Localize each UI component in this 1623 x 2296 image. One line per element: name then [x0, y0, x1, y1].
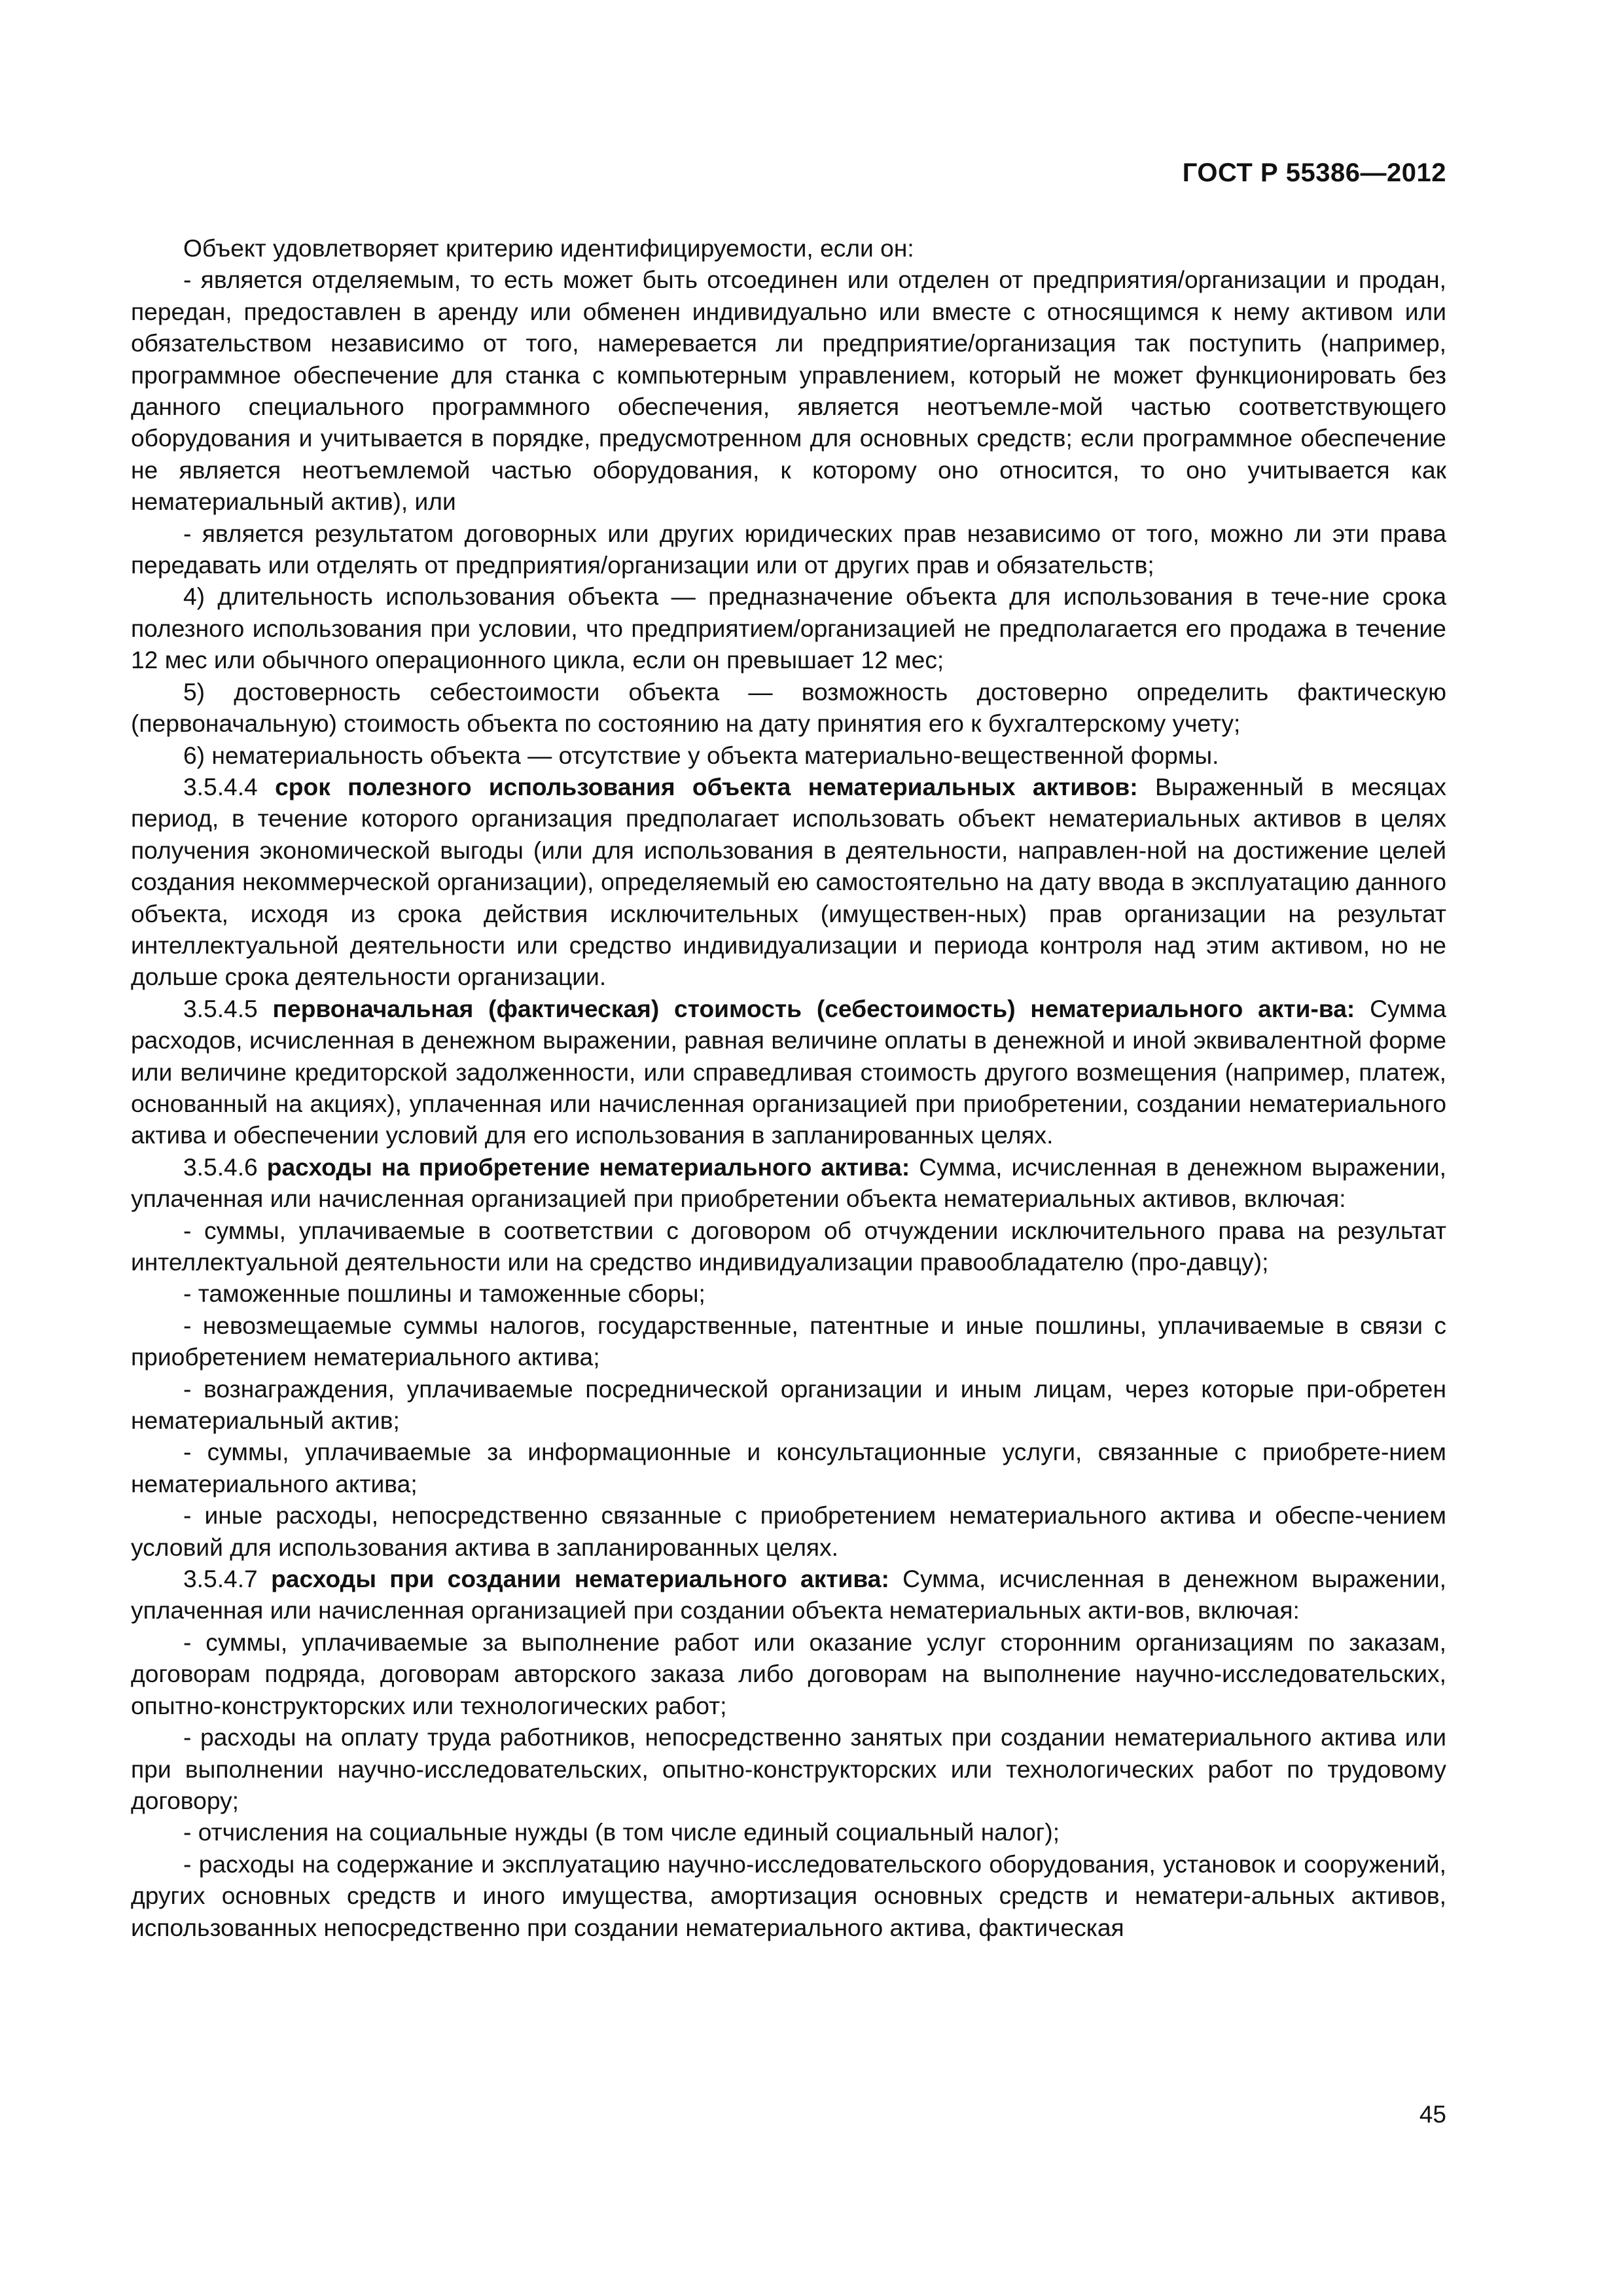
- paragraph-text: - расходы на оплату труда работников, непосредственно занятых при создании нематериального актива или при выполнении научно-исследовательских, опытно-конструкторских или технологических работ по трудовому договору;: [131, 1723, 1446, 1814]
- term-text: Сумма расходов, исчисленная в денежном выражении, равная величине оплаты в денежной и иной эквивалентной форме или величине кредиторской задолженности, или справедливая стоимость другого возмещения (например, платеж, основанный на акциях), уплаченная или начисленная организацией при приобретении, создании нематериального актива и обеспечении условий для его использования в запланированных целях.: [131, 994, 1446, 1149]
- paragraph-text: - является отделяемым, то есть может быть отсоединен или отделен от предприятия/организации и продан, передан, предоставлен в аренду или обменен индивидуально или вместе с относящимся к нему активом или обязательством независимо от того, намеревается ли предприятие/организация так поступить (например, программное обеспечение для станка с компьютерным управлением, который не может функционировать без данного специального программного обеспечения, является неотъемле-мой частью соответствующего оборудования и учитывается в порядке, предусмотренном для основных средств; если программное обеспечение не является неотъемлемой частью оборудования, к которому оно относится, то оно учитывается как нематериальный актив), или: [131, 266, 1446, 516]
- paragraph-text: Объект удовлетворяет критерию идентифицируемости, если он:: [183, 234, 914, 262]
- paragraph-text: 4) длительность использования объекта — предназначение объекта для использования в тече-ние срока полезного использования при условии, что предприятием/организацией не предполагается его продажа в течение 12 мес или обычного операционного цикла, если он превышает 12 мес;: [131, 583, 1446, 674]
- term-number: 3.5.4.7: [183, 1565, 258, 1593]
- list-item: [131, 264, 1446, 517]
- paragraph: [131, 232, 1446, 264]
- term-definition-3-5-4-5: [131, 993, 1446, 1151]
- term-text: Сумма, исчисленная в денежном выражении, уплаченная или начисленная организацией при приобретении объекта нематериальных активов, включая:: [131, 1153, 1446, 1213]
- document-code-header: ГОСТ Р 55386—2012: [1182, 158, 1446, 187]
- list-item: [131, 1436, 1446, 1499]
- list-item: [131, 1848, 1446, 1943]
- paragraph-text: - иные расходы, непосредственно связанные с приобретением нематериального актива и обеспе-чением условий для использования актива в запланированных целях.: [131, 1501, 1446, 1561]
- paragraph-text: - расходы на содержание и эксплуатацию научно-исследовательского оборудования, установок и сооружений, других основных средств и иного имущества, амортизация основных средств и нематери-альных активов, использованных непосредственно при создании нематериального актива, фактическая: [131, 1850, 1446, 1941]
- term-text: Выраженный в месяцах период, в течение которого организация предполагает использовать объект нематериальных активов в целях получения экономической выгоды (или для использования в деятельности, направлен-ной на достижение целей создания некоммерческой организации), определяемый ею самостоятельно на дату ввода в эксплуатацию данного объекта, исходя из срока действия исключительных (имуществен-ных) прав организации на результат интеллектуальной деятельности или средство индивидуализации и периода контроля над этим активом, но не дольше срока деятельности организации.: [131, 772, 1446, 991]
- paragraph-text: 5) достоверность себестоимости объекта — возможность достоверно определить фактическую (первоначальную) стоимость объекта по состоянию на дату принятия его к бухгалтерскому учету;: [131, 677, 1446, 738]
- document-body: [131, 232, 1446, 1943]
- list-item: [131, 1721, 1446, 1816]
- paragraph-text: - суммы, уплачиваемые за выполнение работ или оказание услуг сторонним организациям по заказам, договорам подряда, договорам авторского заказа либо договорам на выполнение научно-исследовательских, опытно-конструкторских или технологических работ;: [131, 1628, 1446, 1719]
- list-item: [131, 1278, 1446, 1309]
- list-item: [131, 1215, 1446, 1278]
- term-number: 3.5.4.6: [183, 1153, 258, 1181]
- paragraph-text: - отчисления на социальные нужды (в том числе единый социальный налог);: [183, 1818, 1060, 1846]
- term-definition-3-5-4-4: [131, 771, 1446, 993]
- term-title: расходы на приобретение нематериального актива:: [266, 1153, 910, 1181]
- list-item: [131, 1499, 1446, 1563]
- paragraph-text: 6) нематериальность объекта — отсутствие у объекта материально-вещественной формы.: [183, 741, 1219, 769]
- paragraph-text: - вознаграждения, уплачиваемые посреднической организации и иным лицам, через которые при-обретен нематериальный актив;: [131, 1374, 1446, 1435]
- list-item: [131, 1626, 1446, 1721]
- paragraph-text: - суммы, уплачиваемые за информационные и консультационные услуги, связанные с приобрете-нием нематериального актива;: [131, 1438, 1446, 1498]
- paragraph-text: - является результатом договорных или других юридических прав независимо от того, можно ли эти права передавать или отделять от предприятия/организации или от других прав и обязательств;: [131, 519, 1446, 579]
- term-number: 3.5.4.5: [183, 994, 258, 1022]
- list-item: [131, 740, 1446, 771]
- list-item: [131, 581, 1446, 675]
- term-definition-3-5-4-6: [131, 1151, 1446, 1215]
- term-title: расходы при создании нематериального актива:: [271, 1565, 889, 1593]
- paragraph-text: - таможенные пошлины и таможенные сборы;: [183, 1280, 705, 1308]
- list-item: [131, 676, 1446, 740]
- term-number: 3.5.4.4: [183, 772, 258, 800]
- list-item: [131, 1310, 1446, 1373]
- term-definition-3-5-4-7: [131, 1563, 1446, 1626]
- paragraph-text: - невозмещаемые суммы налогов, государственные, патентные и иные пошлины, уплачиваемые в связи с приобретением нематериального актива;: [131, 1311, 1446, 1371]
- page-number: 45: [1419, 2101, 1446, 2128]
- term-text: Сумма, исчисленная в денежном выражении, уплаченная или начисленная организацией при создании объекта нематериальных акти-вов, включая:: [131, 1565, 1446, 1624]
- list-item: [131, 518, 1446, 581]
- term-title: срок полезного использования объекта нематериальных активов:: [275, 772, 1138, 800]
- term-title: первоначальная (фактическая) стоимость (себестоимость) нематериального акти-ва:: [272, 994, 1355, 1022]
- list-item: [131, 1373, 1446, 1437]
- list-item: [131, 1816, 1446, 1848]
- paragraph-text: - суммы, уплачиваемые в соответствии с договором об отчуждении исключительного права на результат интеллектуальной деятельности или на средство индивидуализации правообладателю (про-давцу);: [131, 1216, 1446, 1276]
